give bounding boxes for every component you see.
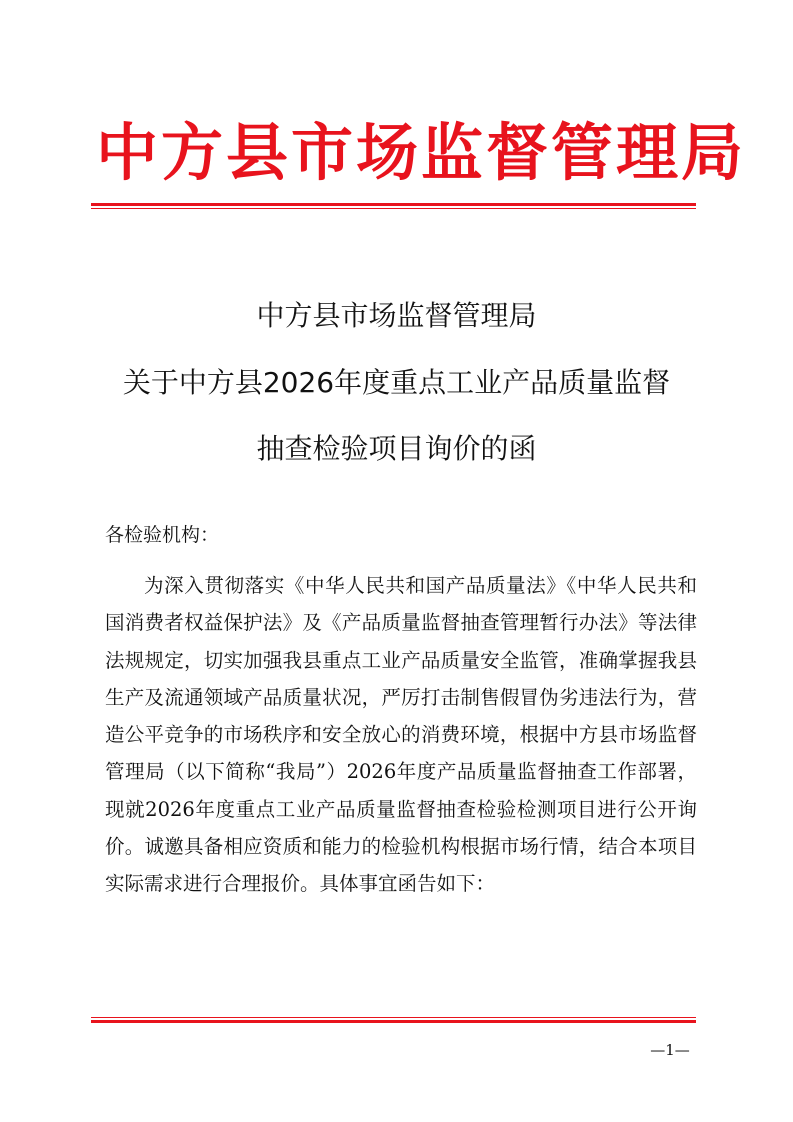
footer-divider-thin bbox=[91, 1017, 696, 1018]
masthead-divider-thin bbox=[91, 208, 696, 209]
document-title-line-3: 抽查检验项目询价的函 bbox=[256, 432, 537, 465]
page-number: —1— bbox=[650, 1041, 690, 1059]
footer-divider-thick bbox=[91, 1020, 696, 1023]
document-title-line-1: 中方县市场监督管理局 bbox=[256, 299, 537, 332]
masthead-org-name: 中方县市场监督管理局 bbox=[96, 116, 747, 189]
body-paragraph: 为深入贯彻落实《中华人民共和国产品质量法》《中华人民共和国消费者权益保护法》及《产品质量监督抽查管理暂行办法》等法律法规规定，切实加强我县重点工业产品质量安全监管，准确掌握我县生产及流通领域产品质量状况，严厉打击制售假冒伪劣违法行为，营造公平竞争的市场秩序和安全放心的消费环境，根据中方县市场监督管理局（以下简称“我局”）2026年度产品质量监督抽查工作部署，现就2026年度重点工业产品质量监督抽查检验检测项目进行公开询价。诚邀具备相应资质和能力的检验机构根据市场行情，结合本项目实际需求进行合理报价。具体事宜函告如下： bbox=[105, 574, 697, 896]
salutation: 各检验机构： bbox=[105, 524, 220, 546]
document-title-line-2: 关于中方县2026年度重点工业产品质量监督 bbox=[122, 366, 671, 399]
masthead-divider-thick bbox=[91, 203, 696, 206]
